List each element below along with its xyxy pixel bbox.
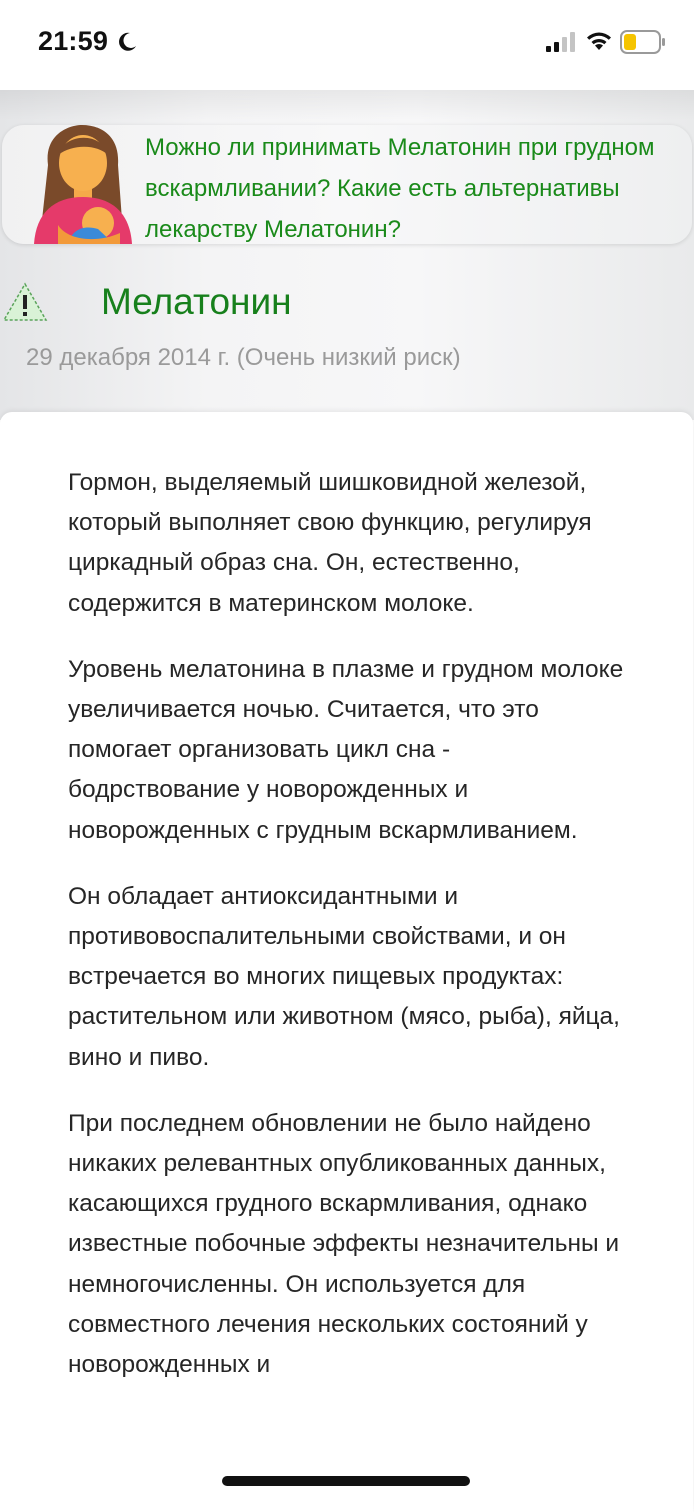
home-indicator[interactable] (222, 1476, 470, 1486)
cellular-signal-icon (546, 32, 578, 52)
content-text (68, 463, 628, 1411)
paragraph: Он обладает антиоксидантными и противовоспалительными свойствами, и он встречается во многих пищевых продуктах: растительном или животном (мясо, рыба), яйца, вино и пиво. (68, 882, 620, 1071)
drug-meta: 29 декабря 2014 г. (Очень низкий риск) (26, 344, 461, 371)
drug-title: Мелатонин (101, 281, 292, 322)
warning-icon (2, 282, 48, 322)
wifi-icon (585, 30, 613, 52)
battery-low-icon (620, 30, 666, 54)
breastfeeding-mother-icon (28, 125, 136, 244)
moon-icon (116, 31, 138, 53)
status-bar (0, 0, 694, 90)
paragraph: При последнем обновлении не было найдено никаких релевантных опубликованных данных, касающихся грудного вскармливания, однако известные побочные эффекты незначительны и немногочисленны. Он используется для совместного лечения нескольких состояний у новорожденных и (68, 1109, 620, 1379)
status-time: 21:59 (38, 26, 109, 56)
paragraph: Уровень мелатонина в плазме и грудном молоке увеличивается ночью. Считается, что это помогает организовать цикл сна - бодрствование у новорожденных и новорожденных с грудным вскармливанием. (68, 655, 624, 844)
question-text: Можно ли принимать Мелатонин при грудном вскармливании? Какие есть альтернативы лекарству Мелатонин? (145, 134, 655, 243)
paragraph: Гормон, выделяемый шишковидной железой, который выполняет свою функцию, регулируя циркадный образ сна. Он, естественно, содержится в материнском молоке. (68, 469, 592, 617)
header-shadow (0, 90, 694, 120)
question-card[interactable] (2, 125, 692, 244)
